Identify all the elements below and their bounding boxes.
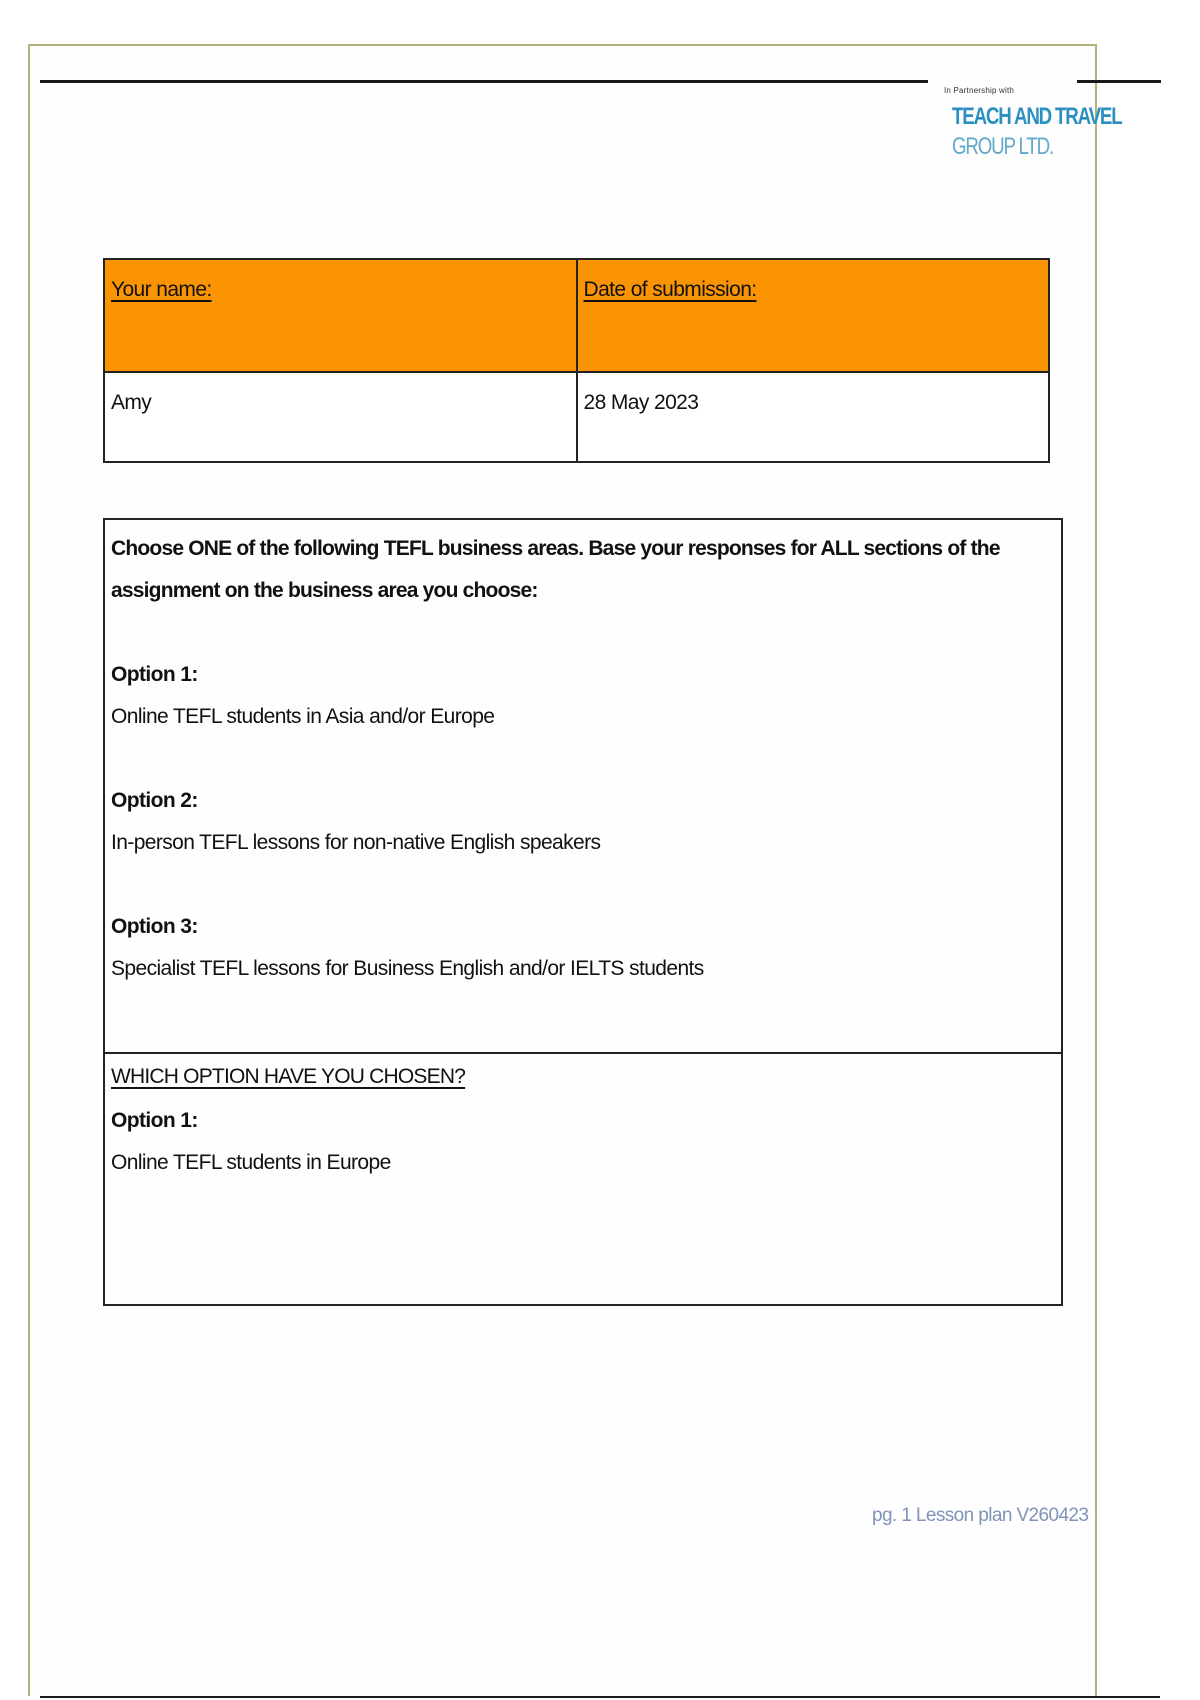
brand-name-line2: GROUP LTD. bbox=[952, 133, 1053, 160]
option-item bbox=[111, 906, 1055, 990]
chosen-option-heading: WHICH OPTION HAVE YOU CHOSEN? bbox=[111, 1065, 466, 1088]
date-value-cell[interactable] bbox=[577, 372, 1050, 462]
date-label: Date of submission: bbox=[583, 278, 757, 301]
header-rule-left bbox=[40, 80, 928, 83]
brand-name-line1: TEACH AND TRAVEL bbox=[952, 103, 1122, 130]
option-description: Online TEFL students in Asia and/or Europe bbox=[111, 705, 495, 728]
options-intro: Choose ONE of the following TEFL business areas. Base your responses for ALL sections of the assignment on the business area you choose: bbox=[111, 537, 1000, 602]
submission-info-table bbox=[103, 258, 1050, 463]
option-title: Option 3: bbox=[111, 915, 198, 938]
option-description: In-person TEFL lessons for non-native English speakers bbox=[111, 831, 601, 854]
name-header-cell bbox=[104, 259, 577, 372]
name-label: Your name: bbox=[111, 278, 212, 301]
option-item bbox=[111, 780, 1055, 864]
name-value-cell[interactable] bbox=[104, 372, 577, 462]
header-rule-right bbox=[1077, 80, 1161, 83]
option-title: Option 2: bbox=[111, 789, 198, 812]
footer-rule bbox=[40, 1696, 1160, 1698]
chosen-option-title: Option 1: bbox=[111, 1109, 198, 1132]
date-header-cell bbox=[577, 259, 1050, 372]
name-value: Amy bbox=[111, 391, 152, 414]
chosen-option-cell[interactable] bbox=[105, 1054, 1061, 1184]
option-item bbox=[111, 654, 1055, 738]
chosen-option bbox=[111, 1100, 1055, 1184]
options-list-cell bbox=[105, 520, 1061, 1054]
option-description: Specialist TEFL lessons for Business English and/or IELTS students bbox=[111, 957, 704, 980]
page-footer: pg. 1 Lesson plan V260423 bbox=[872, 1505, 1089, 1526]
partner-logo bbox=[944, 86, 1122, 161]
partner-text: In Partnership with bbox=[944, 86, 1015, 95]
date-value: 28 May 2023 bbox=[583, 391, 699, 414]
chosen-option-description: Online TEFL students in Europe bbox=[111, 1151, 391, 1174]
options-table bbox=[103, 518, 1063, 1306]
option-title: Option 1: bbox=[111, 663, 198, 686]
